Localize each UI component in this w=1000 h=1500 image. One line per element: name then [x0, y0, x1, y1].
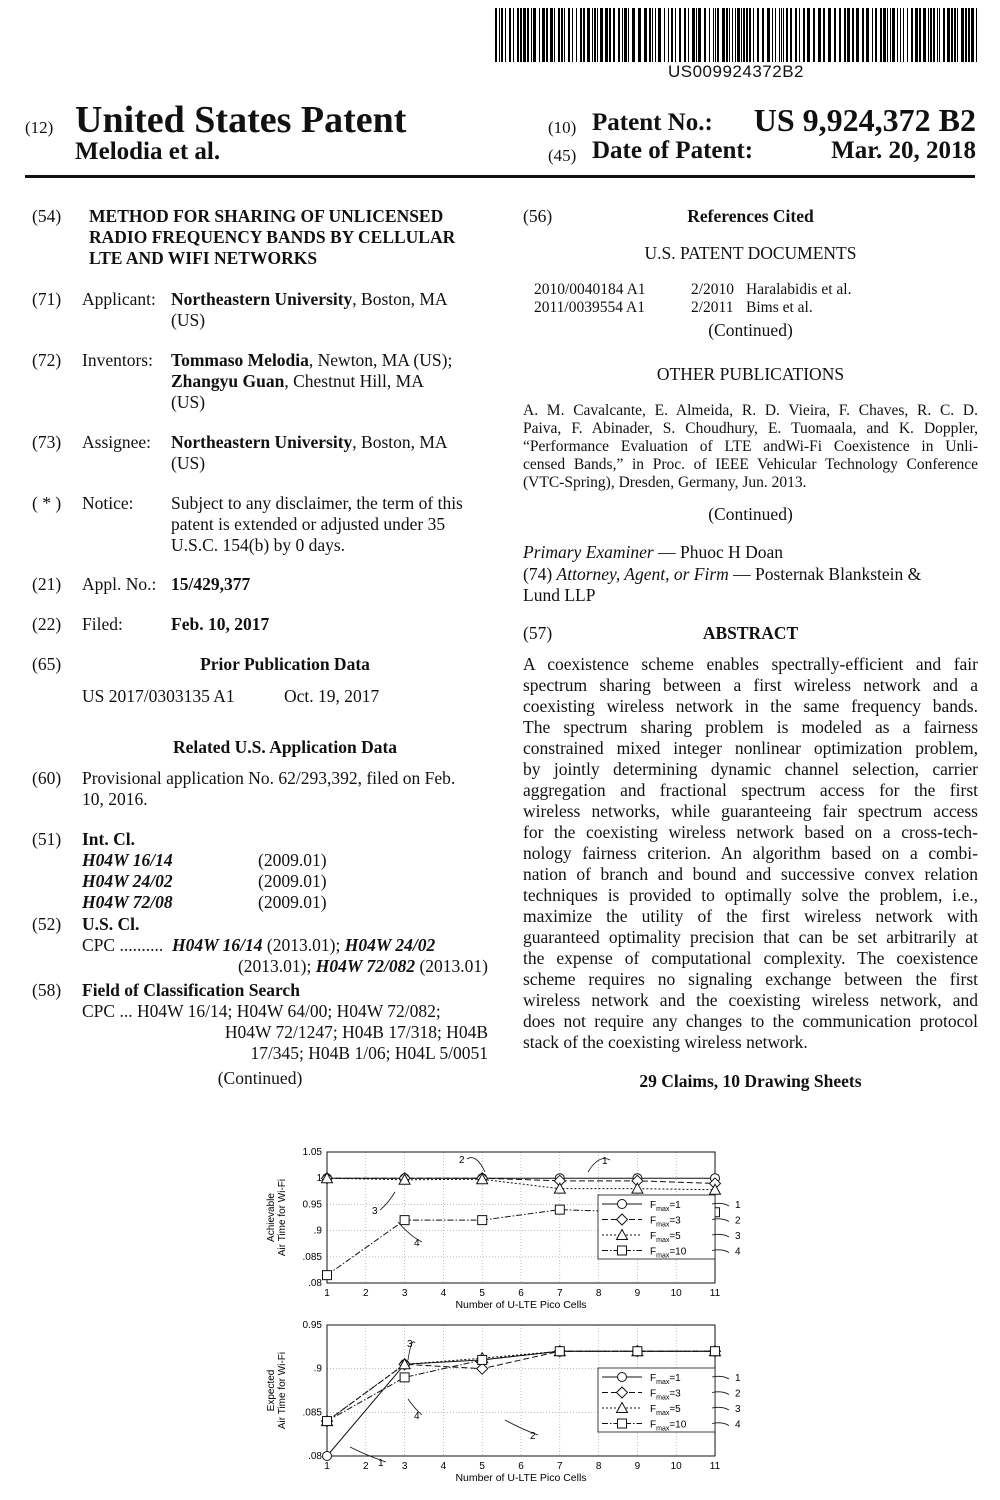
x-tick-label: 6: [518, 1461, 524, 1472]
barcode: [495, 8, 977, 62]
y-tick-label: 0.95: [302, 1199, 322, 1211]
x-tick-label: 10: [670, 1461, 682, 1472]
legend-label: $F_{max}=3$: [650, 1215, 681, 1229]
callout-number: 1: [735, 1200, 741, 1211]
prior-pub-number: US 2017/0303135 A1: [82, 686, 235, 706]
callout-number: 4: [735, 1246, 741, 1258]
callout-number: 4: [414, 1238, 420, 1249]
y-tick-label: .9: [313, 1225, 322, 1237]
primary-examiner: Primary Examiner — Phuoc H Doan: [523, 542, 784, 562]
classification-search: CPC ... H04W 16/14; H04W 64/00; H04W 72/082; H04W 72/1247; H04B 17/318; H04B 17/345; H04B 1/06; H04L 5/0051: [82, 1001, 488, 1063]
x-tick-label: 11: [709, 1461, 721, 1472]
application-number: 15/429,377: [171, 574, 251, 594]
filed-date: Feb. 10, 2017: [171, 614, 270, 634]
marker-circle: [618, 1373, 627, 1382]
x-tick-label: 5: [479, 1288, 485, 1299]
x-tick-label: 9: [634, 1461, 641, 1472]
callout-number: 3: [372, 1206, 378, 1217]
continued-label: (Continued): [708, 320, 793, 340]
patent-date: Mar. 20, 2018: [831, 137, 976, 164]
us-docs-heading: U.S. PATENT DOCUMENTS: [644, 243, 857, 263]
patent-number: US 9,924,372 B2: [753, 102, 976, 138]
y-tick-label: .085: [302, 1407, 322, 1419]
callout-number: 1: [378, 1458, 384, 1469]
callout-number: 4: [735, 1419, 741, 1431]
tag-12: (12): [25, 118, 54, 137]
legend-label: $F_{max}=1$: [650, 1200, 681, 1213]
us-doc-row: 2010/0040184 A1 2/2010 Haralabidis et al.: [534, 281, 852, 298]
x-tick-label: 11: [709, 1288, 721, 1299]
marker-square: [478, 1216, 487, 1225]
legend-label: $F_{max}=1$: [650, 1373, 681, 1386]
y-axis-label: AchievableAir Time for Wi-Fi: [266, 1178, 288, 1257]
legend-label: $F_{max}=3$: [650, 1388, 681, 1402]
marker-square: [478, 1355, 487, 1364]
tag-45: (45): [548, 146, 577, 165]
marker-square: [618, 1246, 627, 1255]
related-heading: Related U.S. Application Data: [172, 737, 398, 757]
tag-10: (10): [548, 118, 577, 137]
x-tick-label: 1: [324, 1461, 330, 1472]
marker-square: [555, 1205, 564, 1214]
marker-circle: [618, 1200, 627, 1209]
x-tick-label: 1: [324, 1288, 330, 1299]
date-label: Date of Patent:: [592, 137, 754, 164]
assignee: Northeastern University, Boston, MA (US): [171, 432, 448, 473]
invention-title: METHOD FOR SHARING OF UNLICENSED RADIO FREQUENCY BANDS BY CELLULAR LTE AND WIFI NETWORKS: [89, 206, 456, 268]
chart-1: [266, 1147, 741, 1311]
y-tick-label: .085: [302, 1251, 322, 1263]
continued-label: (Continued): [708, 504, 793, 524]
x-tick-label: 3: [401, 1461, 408, 1472]
patent-title: United States Patent: [75, 99, 407, 141]
callout-number: 3: [735, 1404, 741, 1415]
callout-number: 2: [459, 1155, 465, 1166]
y-tick-label: .9: [313, 1363, 322, 1375]
y-tick-label: 1: [316, 1173, 322, 1185]
legend-label: $F_{max}=10$: [650, 1419, 687, 1433]
authors: Melodia et al.: [75, 138, 221, 165]
callout-number: 1: [602, 1156, 608, 1167]
other-publications: A. M. Cavalcante, E. Almeida, R. D. Vieira, F. Chaves, R. C. D. Paiva, F. Abinader, S. Choudhury, E. Tuomaala, and K. Doppler, “Performance Evaluation of LTE andWi-Fi Coexistence in Unli- censed Bands,” in Proc. of IEEE Vehicular Technology Conference (VTC-Spring), Dresden, Germany, Jun. 2013.: [523, 402, 978, 491]
x-tick-label: 8: [595, 1288, 602, 1299]
x-tick-label: 4: [440, 1461, 447, 1472]
x-tick-label: 5: [479, 1461, 485, 1472]
y-tick-label: .08: [308, 1278, 322, 1289]
barcode-number: US009924372B2: [667, 62, 804, 81]
us-doc-row: 2011/0039554 A1 2/2011 Bims et al.: [534, 299, 813, 316]
front-page-figure: [240, 1135, 780, 1495]
x-axis-label: Number of U-LTE Pico Cells: [455, 1299, 587, 1311]
x-tick-label: 4: [440, 1288, 447, 1299]
callout-number: 3: [407, 1339, 413, 1350]
int-cl-item: H04W 72/08 (2009.01): [82, 892, 327, 912]
marker-square: [400, 1216, 409, 1225]
marker-square: [555, 1347, 564, 1356]
chart-2: [266, 1320, 741, 1484]
marker-circle: [323, 1452, 332, 1461]
us-cl-cpc: CPC .......... H04W 16/14 (2013.01); H04W 24/02 (2013.01); H04W 72/082 (2013.01): [82, 935, 488, 976]
x-tick-label: 7: [557, 1461, 563, 1472]
int-cl-item: H04W 16/14 (2009.01): [82, 850, 327, 870]
callout-number: 4: [414, 1411, 420, 1422]
callout-number: 2: [530, 1431, 536, 1442]
y-tick-label: 1.05: [302, 1147, 322, 1158]
x-axis-label: Number of U-LTE Pico Cells: [455, 1472, 587, 1484]
continued-label: (Continued): [217, 1068, 303, 1088]
callout-number: 1: [735, 1373, 741, 1384]
marker-square: [323, 1271, 332, 1280]
claims-count: 29 Claims, 10 Drawing Sheets: [639, 1071, 862, 1091]
marker-square: [618, 1419, 627, 1428]
attorney: (74) Attorney, Agent, or Firm — Posternak Blankstein & Lund LLP: [523, 564, 922, 605]
int-cl-list: [82, 850, 382, 913]
x-tick-label: 10: [670, 1288, 682, 1299]
callout-number: 2: [735, 1388, 741, 1400]
legend-label: $F_{max}=10$: [650, 1246, 687, 1260]
applicant: Northeastern University, Boston, MA (US): [171, 289, 448, 330]
callout-leader: [380, 1192, 395, 1210]
x-tick-label: 2: [363, 1461, 369, 1472]
legend-label: $F_{max}=5$: [650, 1404, 681, 1417]
prior-pub-date: Oct. 19, 2017: [284, 686, 380, 706]
inventors: Tommaso Melodia, Newton, MA (US); Zhangyu Guan, Chestnut Hill, MA (US): [171, 350, 453, 412]
int-cl-item: H04W 24/02 (2009.01): [82, 871, 327, 891]
abstract: A coexistence scheme enables spectrally-efficient and fair spectrum sharing between a first wireless network and a coexisting wireless network in the same frequency bands. The spectrum sharing problem is modeled as a fairness constrained mixed integer nonlinear optimization problem, by jointly determining dynamic channel selection, carrier aggregation and fractional spectrum access for the first wireless networks, while guaranteeing fair spectrum access for the coexisting wireless network based on a cross-tech- nology fairness criterion. An algorithm based on a combi- nation of branch and bound and successive convex relation techniques is provided to optimally solve the problem, i.e., maximize the utility of the first wireless network with guaranteed optimality precision that can be set arbitrarily at the expense of computational complexity. The coexistence scheme requires no signaling exchange between the first wireless network and the coexisting wireless network, and does not require any changes to the communication protocol stack of the coexisting wireless network.: [523, 654, 978, 1052]
y-axis-label: ExpectedAir Time for Wi-Fi: [266, 1351, 288, 1430]
header-rule: [25, 175, 975, 178]
x-tick-label: 2: [363, 1288, 369, 1299]
x-tick-label: 7: [557, 1288, 563, 1299]
provisional-application: Provisional application No. 62/293,392, filed on Feb. 10, 2016.: [82, 768, 456, 809]
x-tick-label: 9: [634, 1288, 641, 1299]
y-tick-label: 0.95: [302, 1320, 322, 1331]
marker-triangle: [632, 1183, 643, 1193]
legend-label: $F_{max}=5$: [650, 1231, 681, 1244]
marker-square: [323, 1417, 332, 1426]
x-tick-label: 6: [518, 1288, 524, 1299]
marker-square: [711, 1347, 720, 1356]
y-tick-label: .08: [308, 1451, 322, 1462]
callout-number: 3: [735, 1231, 741, 1242]
us-docs-table: [523, 281, 978, 317]
marker-square: [633, 1347, 642, 1356]
other-publications-heading: OTHER PUBLICATIONS: [656, 364, 845, 384]
notice-text: Subject to any disclaimer, the term of this patent is extended or adjusted under 35 U.S.C. 154(b) by 0 days.: [171, 493, 463, 555]
marker-square: [400, 1373, 409, 1382]
x-tick-label: 3: [401, 1288, 408, 1299]
x-tick-label: 8: [595, 1461, 602, 1472]
patent-no-label: Patent No.:: [592, 109, 713, 136]
callout-number: 2: [735, 1215, 741, 1227]
